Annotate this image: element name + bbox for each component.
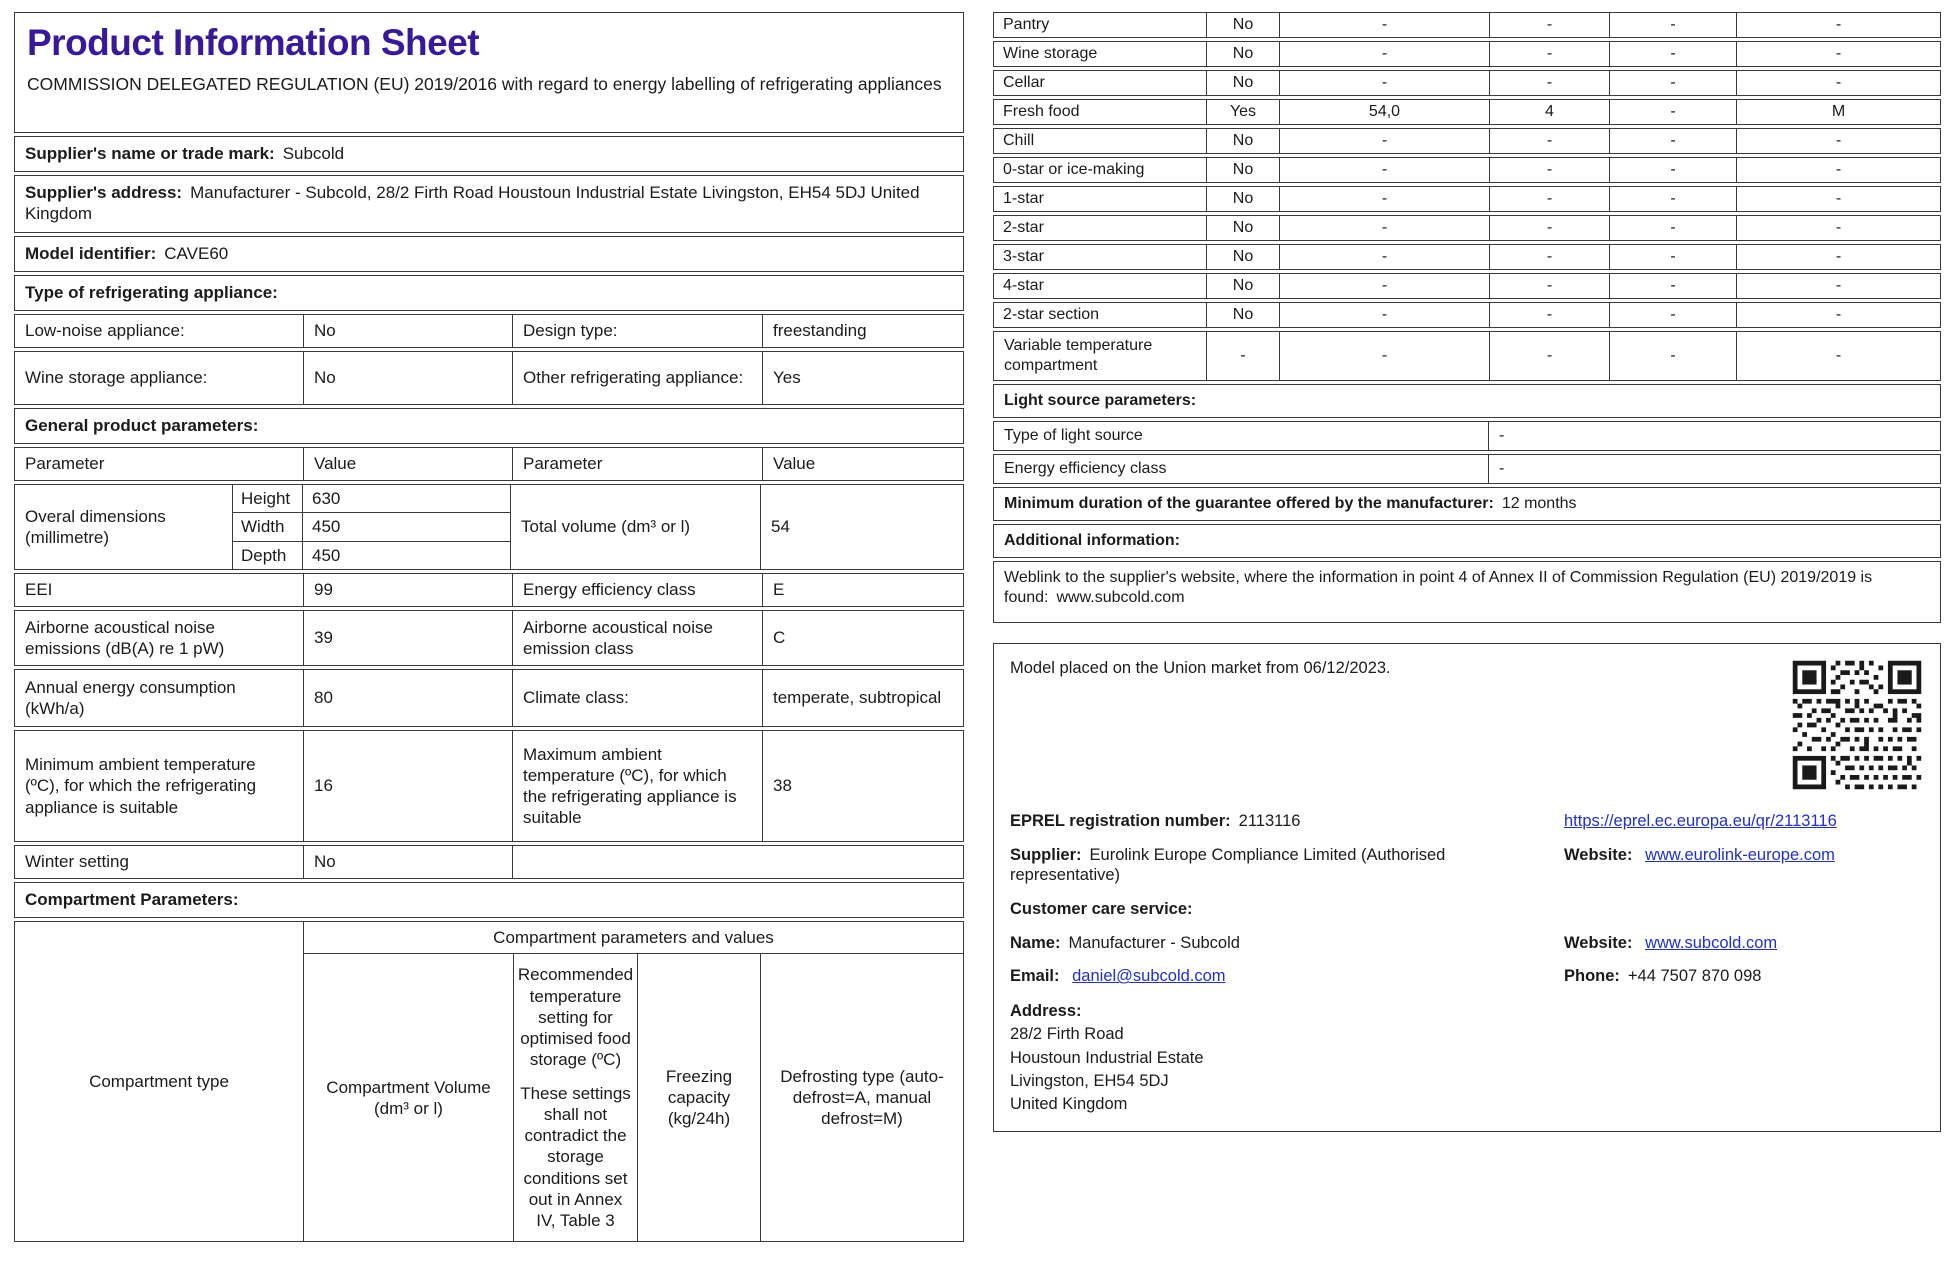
compartment-defrost: - bbox=[1736, 13, 1940, 37]
dimension-value: 450 bbox=[302, 542, 510, 569]
compartment-freezing: - bbox=[1609, 71, 1736, 95]
title-block bbox=[14, 12, 964, 133]
compartment-name: Chill bbox=[1003, 132, 1035, 149]
name-value: Manufacturer - Subcold bbox=[1068, 933, 1240, 952]
param-value: E bbox=[762, 574, 963, 606]
compartment-volume: 54,0 bbox=[1279, 100, 1489, 124]
supplier-address-label: Supplier's address: bbox=[25, 183, 183, 202]
market-info-box bbox=[993, 643, 1941, 1132]
param-value: - bbox=[1488, 455, 1940, 483]
param-label: Annual energy consumption (kWh/a) bbox=[25, 677, 236, 718]
page-title: Product Information Sheet bbox=[27, 22, 480, 63]
supplier-cell bbox=[1010, 845, 1564, 886]
additional-info-header: Additional information: bbox=[993, 524, 1941, 558]
compartment-section-header: Compartment Parameters: bbox=[14, 882, 964, 918]
email-label: Email: bbox=[1010, 967, 1060, 986]
customer-website-link[interactable]: www.subcold.com bbox=[1645, 933, 1778, 952]
supplier-value: Eurolink Europe Compliance Limited (Authorised representative) bbox=[1010, 845, 1446, 885]
compartment-name: 3-star bbox=[1003, 248, 1044, 265]
compartment-temp: - bbox=[1489, 158, 1609, 182]
compartment-present: No bbox=[1206, 303, 1279, 327]
model-identifier-row bbox=[14, 236, 964, 272]
column-header-text: Recommended temperature setting for optimised food storage (ºC) bbox=[517, 965, 634, 1070]
supplier-address-value: Manufacturer - Subcold, 28/2 Firth Road Houstoun Industrial Estate Livingston, EH54 5DJ United Kingdom bbox=[25, 183, 920, 224]
table-row bbox=[993, 157, 1941, 183]
compartment-present: No bbox=[1206, 245, 1279, 269]
compartment-present: No bbox=[1206, 71, 1279, 95]
table-row bbox=[14, 351, 964, 405]
dimension-name: Height bbox=[241, 489, 291, 509]
compartment-name: 2-star bbox=[1003, 219, 1044, 236]
compartment-freezing: - bbox=[1609, 216, 1736, 240]
supplier-website-link[interactable]: www.eurolink-europe.com bbox=[1645, 845, 1835, 864]
column-header: Value bbox=[303, 448, 512, 480]
table-row bbox=[14, 730, 964, 842]
table-row bbox=[993, 128, 1941, 154]
compartment-name: 4-star bbox=[1003, 277, 1044, 294]
compartment-temp: - bbox=[1489, 274, 1609, 298]
compartment-temp: - bbox=[1489, 13, 1609, 37]
param-label: Airborne acoustical noise emissions (dB(A) re 1 pW) bbox=[25, 617, 225, 658]
dimension-name: Width bbox=[241, 517, 285, 537]
type-section-header: Type of refrigerating appliance: bbox=[14, 275, 964, 311]
customer-name-cell bbox=[1010, 933, 1564, 954]
param-label: Low-noise appliance: bbox=[25, 321, 185, 341]
general-params-header: General product parameters: bbox=[14, 408, 964, 444]
compartment-present: No bbox=[1206, 13, 1279, 37]
compartment-defrost: - bbox=[1736, 303, 1940, 327]
column-header: Defrosting type (auto-defrost=A, manual defrost=M) bbox=[760, 954, 963, 1241]
compartment-present: Yes bbox=[1206, 100, 1279, 124]
table-row bbox=[993, 244, 1941, 270]
compartment-defrost: M bbox=[1736, 100, 1940, 124]
compartment-defrost: - bbox=[1736, 245, 1940, 269]
dimension-name: Depth bbox=[241, 545, 287, 565]
param-value: No bbox=[303, 352, 512, 404]
param-value: C bbox=[762, 611, 963, 665]
table-row bbox=[993, 186, 1941, 212]
param-value: 99 bbox=[303, 574, 512, 606]
regulation-subtitle: COMMISSION DELEGATED REGULATION (EU) 2019/2016 with regard to energy labelling of refrigerating appliances bbox=[27, 73, 942, 94]
column-header bbox=[513, 954, 637, 1241]
table-row bbox=[993, 273, 1941, 299]
param-value: Yes bbox=[762, 352, 963, 404]
compartment-present: No bbox=[1206, 158, 1279, 182]
param-value: - bbox=[1488, 422, 1940, 450]
compartment-volume: - bbox=[1279, 216, 1489, 240]
param-label: Type of light source bbox=[1004, 427, 1143, 444]
compartment-freezing: - bbox=[1609, 13, 1736, 37]
weblink-row bbox=[993, 561, 1941, 623]
compartment-present: No bbox=[1206, 129, 1279, 153]
compartment-volume: - bbox=[1279, 13, 1489, 37]
compartment-name: 2-star section bbox=[1003, 306, 1100, 323]
customer-phone-cell bbox=[1564, 966, 1924, 987]
column-header: Compartment type bbox=[89, 1072, 229, 1091]
table-row bbox=[993, 41, 1941, 67]
customer-name-row bbox=[1010, 933, 1924, 954]
compartment-temp: - bbox=[1489, 332, 1609, 380]
column-header: Parameter bbox=[512, 448, 762, 480]
dimension-value: 450 bbox=[302, 513, 510, 540]
table-row bbox=[993, 215, 1941, 241]
weblink-text: Weblink to the supplier's website, where the information in point 4 of Annex II of Commission Regulation (EU) 2019/2019 is found: bbox=[1004, 569, 1873, 606]
compartment-name: 1-star bbox=[1003, 190, 1044, 207]
light-source-header: Light source parameters: bbox=[993, 384, 1941, 418]
dimension-value: 630 bbox=[302, 485, 510, 512]
compartment-name: Cellar bbox=[1003, 74, 1045, 91]
param-value: 54 bbox=[760, 485, 963, 569]
supplier-name-label: Supplier's name or trade mark: bbox=[25, 144, 275, 163]
left-column bbox=[14, 12, 964, 1242]
supplier-address-row bbox=[14, 175, 964, 233]
compartment-temp: - bbox=[1489, 42, 1609, 66]
supplier-name-value: Subcold bbox=[282, 144, 345, 163]
email-link[interactable]: daniel@subcold.com bbox=[1072, 967, 1226, 986]
compartment-present: No bbox=[1206, 187, 1279, 211]
address-row bbox=[1010, 1000, 1924, 1117]
column-header: Value bbox=[762, 448, 963, 480]
eprel-number bbox=[1010, 811, 1564, 832]
compartment-name: Pantry bbox=[1003, 16, 1050, 33]
table-row bbox=[14, 610, 964, 666]
compartment-temp: - bbox=[1489, 71, 1609, 95]
website-label: Website: bbox=[1564, 845, 1633, 864]
qr-code bbox=[1788, 656, 1926, 794]
param-value: No bbox=[303, 846, 512, 878]
compartment-freezing: - bbox=[1609, 100, 1736, 124]
phone-value: +44 7507 870 098 bbox=[1627, 967, 1762, 986]
column-header: Compartment Volume (dm³ or l) bbox=[326, 1077, 491, 1118]
eprel-row bbox=[1010, 811, 1924, 832]
compartment-volume: - bbox=[1279, 187, 1489, 211]
table-row bbox=[993, 70, 1941, 96]
compartment-name: Fresh food bbox=[1003, 103, 1080, 120]
compartment-temp: - bbox=[1489, 216, 1609, 240]
compartment-params-group bbox=[303, 922, 963, 1241]
name-label: Name: bbox=[1010, 933, 1061, 952]
address-label: Address: bbox=[1010, 1001, 1082, 1020]
group-header: Compartment parameters and values bbox=[304, 922, 963, 954]
column-header-note: These settings shall not contradict the storage conditions set out in Annex IV, Table 3 bbox=[520, 1083, 631, 1230]
phone-label: Phone: bbox=[1564, 967, 1620, 986]
param-label: Winter setting bbox=[25, 852, 129, 872]
compartment-defrost: - bbox=[1736, 42, 1940, 66]
param-label: Energy efficiency class bbox=[512, 574, 762, 606]
compartment-temp: - bbox=[1489, 303, 1609, 327]
address-line: Livingston, EH54 5DJ bbox=[1010, 1072, 1169, 1091]
eprel-value: 2113116 bbox=[1238, 812, 1301, 830]
supplier-row bbox=[1010, 845, 1924, 886]
compartment-volume: - bbox=[1279, 332, 1489, 380]
supplier-website-cell bbox=[1564, 845, 1924, 886]
eprel-label: EPREL registration number: bbox=[1010, 812, 1231, 830]
table-row bbox=[233, 485, 510, 512]
param-value: 39 bbox=[303, 611, 512, 665]
model-identifier-value: CAVE60 bbox=[164, 244, 229, 263]
guarantee-row bbox=[993, 487, 1941, 521]
dimensions-row bbox=[14, 484, 964, 570]
compartment-volume: - bbox=[1279, 42, 1489, 66]
compartment-defrost: - bbox=[1736, 187, 1940, 211]
compartment-volume: - bbox=[1279, 303, 1489, 327]
param-label: Airborne acoustical noise emission class bbox=[512, 611, 762, 665]
compartment-present: No bbox=[1206, 42, 1279, 66]
supplier-label: Supplier: bbox=[1010, 845, 1082, 864]
address-line: Houstoun Industrial Estate bbox=[1010, 1048, 1204, 1067]
dimensions-label: Overal dimensions (millimetre) bbox=[25, 506, 166, 547]
empty-cell bbox=[512, 846, 963, 878]
param-value: freestanding bbox=[762, 315, 963, 347]
compartment-freezing: - bbox=[1609, 274, 1736, 298]
placed-on-market-text: Model placed on the Union market from 06/12/2023. bbox=[1010, 659, 1391, 677]
compartment-name: 0-star or ice-making bbox=[1003, 161, 1145, 178]
compartment-name: Variable temperature compartment bbox=[1004, 337, 1153, 374]
param-label: Design type: bbox=[512, 315, 762, 347]
guarantee-value: 12 months bbox=[1501, 495, 1577, 512]
table-row bbox=[14, 669, 964, 727]
compartment-freezing: - bbox=[1609, 129, 1736, 153]
weblink-value: www.subcold.com bbox=[1056, 589, 1185, 606]
compartment-defrost: - bbox=[1736, 71, 1940, 95]
table-row bbox=[14, 573, 964, 607]
param-label: Energy efficiency class bbox=[1004, 460, 1167, 477]
compartment-defrost: - bbox=[1736, 332, 1940, 380]
table-row bbox=[233, 512, 510, 540]
address-line: United Kingdom bbox=[1010, 1095, 1128, 1114]
column-header: Freezing capacity (kg/24h) bbox=[637, 954, 760, 1241]
column-header: Parameter bbox=[25, 454, 105, 474]
compartment-temp: - bbox=[1489, 187, 1609, 211]
param-label: Maximum ambient temperature (ºC), for which the refrigerating appliance is suitable bbox=[512, 731, 762, 841]
address-line: 28/2 Firth Road bbox=[1010, 1025, 1124, 1044]
param-value: No bbox=[303, 315, 512, 347]
param-label: Wine storage appliance: bbox=[25, 368, 208, 388]
table-row bbox=[14, 845, 964, 879]
param-value: 16 bbox=[303, 731, 512, 841]
customer-email-row bbox=[1010, 966, 1924, 987]
compartment-defrost: - bbox=[1736, 158, 1940, 182]
table-row bbox=[993, 331, 1941, 381]
compartment-temp: - bbox=[1489, 245, 1609, 269]
compartment-freezing: - bbox=[1609, 245, 1736, 269]
param-label: Other refrigerating appliance: bbox=[512, 352, 762, 404]
eprel-link[interactable]: https://eprel.ec.europa.eu/qr/2113116 bbox=[1564, 812, 1837, 830]
table-row bbox=[233, 541, 510, 569]
website-label: Website: bbox=[1564, 933, 1633, 952]
compartment-defrost: - bbox=[1736, 274, 1940, 298]
model-identifier-label: Model identifier: bbox=[25, 244, 157, 263]
compartment-volume: - bbox=[1279, 71, 1489, 95]
compartment-present: No bbox=[1206, 216, 1279, 240]
compartment-volume: - bbox=[1279, 274, 1489, 298]
compartment-columns bbox=[304, 954, 963, 1241]
guarantee-label: Minimum duration of the guarantee offered by the manufacturer: bbox=[1004, 495, 1494, 512]
compartment-present: - bbox=[1206, 332, 1279, 380]
table-row bbox=[993, 454, 1941, 484]
param-value: 38 bbox=[762, 731, 963, 841]
eprel-link-cell bbox=[1564, 811, 1924, 832]
compartment-freezing: - bbox=[1609, 332, 1736, 380]
compartment-defrost: - bbox=[1736, 129, 1940, 153]
table-row bbox=[14, 314, 964, 348]
param-label: EEI bbox=[25, 580, 53, 600]
table-header-row bbox=[14, 447, 964, 481]
compartment-volume: - bbox=[1279, 158, 1489, 182]
table-row bbox=[993, 99, 1941, 125]
table-row bbox=[993, 302, 1941, 328]
param-label: Total volume (dm³ or l) bbox=[510, 485, 760, 569]
param-label: Minimum ambient temperature (ºC), for which the refrigerating appliance is suitable bbox=[25, 755, 257, 817]
compartment-freezing: - bbox=[1609, 158, 1736, 182]
customer-care-header-row bbox=[1010, 899, 1924, 920]
customer-care-header: Customer care service: bbox=[1010, 899, 1193, 918]
compartment-present: No bbox=[1206, 274, 1279, 298]
param-value: 80 bbox=[303, 670, 512, 726]
compartment-temp: - bbox=[1489, 129, 1609, 153]
compartment-volume: - bbox=[1279, 129, 1489, 153]
param-label: Climate class: bbox=[512, 670, 762, 726]
compartment-freezing: - bbox=[1609, 303, 1736, 327]
compartment-temp: 4 bbox=[1489, 100, 1609, 124]
table-row bbox=[993, 12, 1941, 38]
address-block bbox=[1010, 1000, 1924, 1117]
compartment-name: Wine storage bbox=[1003, 45, 1098, 62]
table-row bbox=[993, 421, 1941, 451]
customer-website-cell bbox=[1564, 933, 1924, 954]
customer-email-cell bbox=[1010, 966, 1564, 987]
compartment-defrost: - bbox=[1736, 216, 1940, 240]
param-value: temperate, subtropical bbox=[762, 670, 963, 726]
compartment-header-table bbox=[14, 921, 964, 1242]
right-column bbox=[993, 12, 1941, 1132]
compartment-freezing: - bbox=[1609, 187, 1736, 211]
supplier-name-row bbox=[14, 136, 964, 172]
compartment-volume: - bbox=[1279, 245, 1489, 269]
dimensions-sub-table bbox=[232, 485, 510, 569]
compartment-freezing: - bbox=[1609, 42, 1736, 66]
